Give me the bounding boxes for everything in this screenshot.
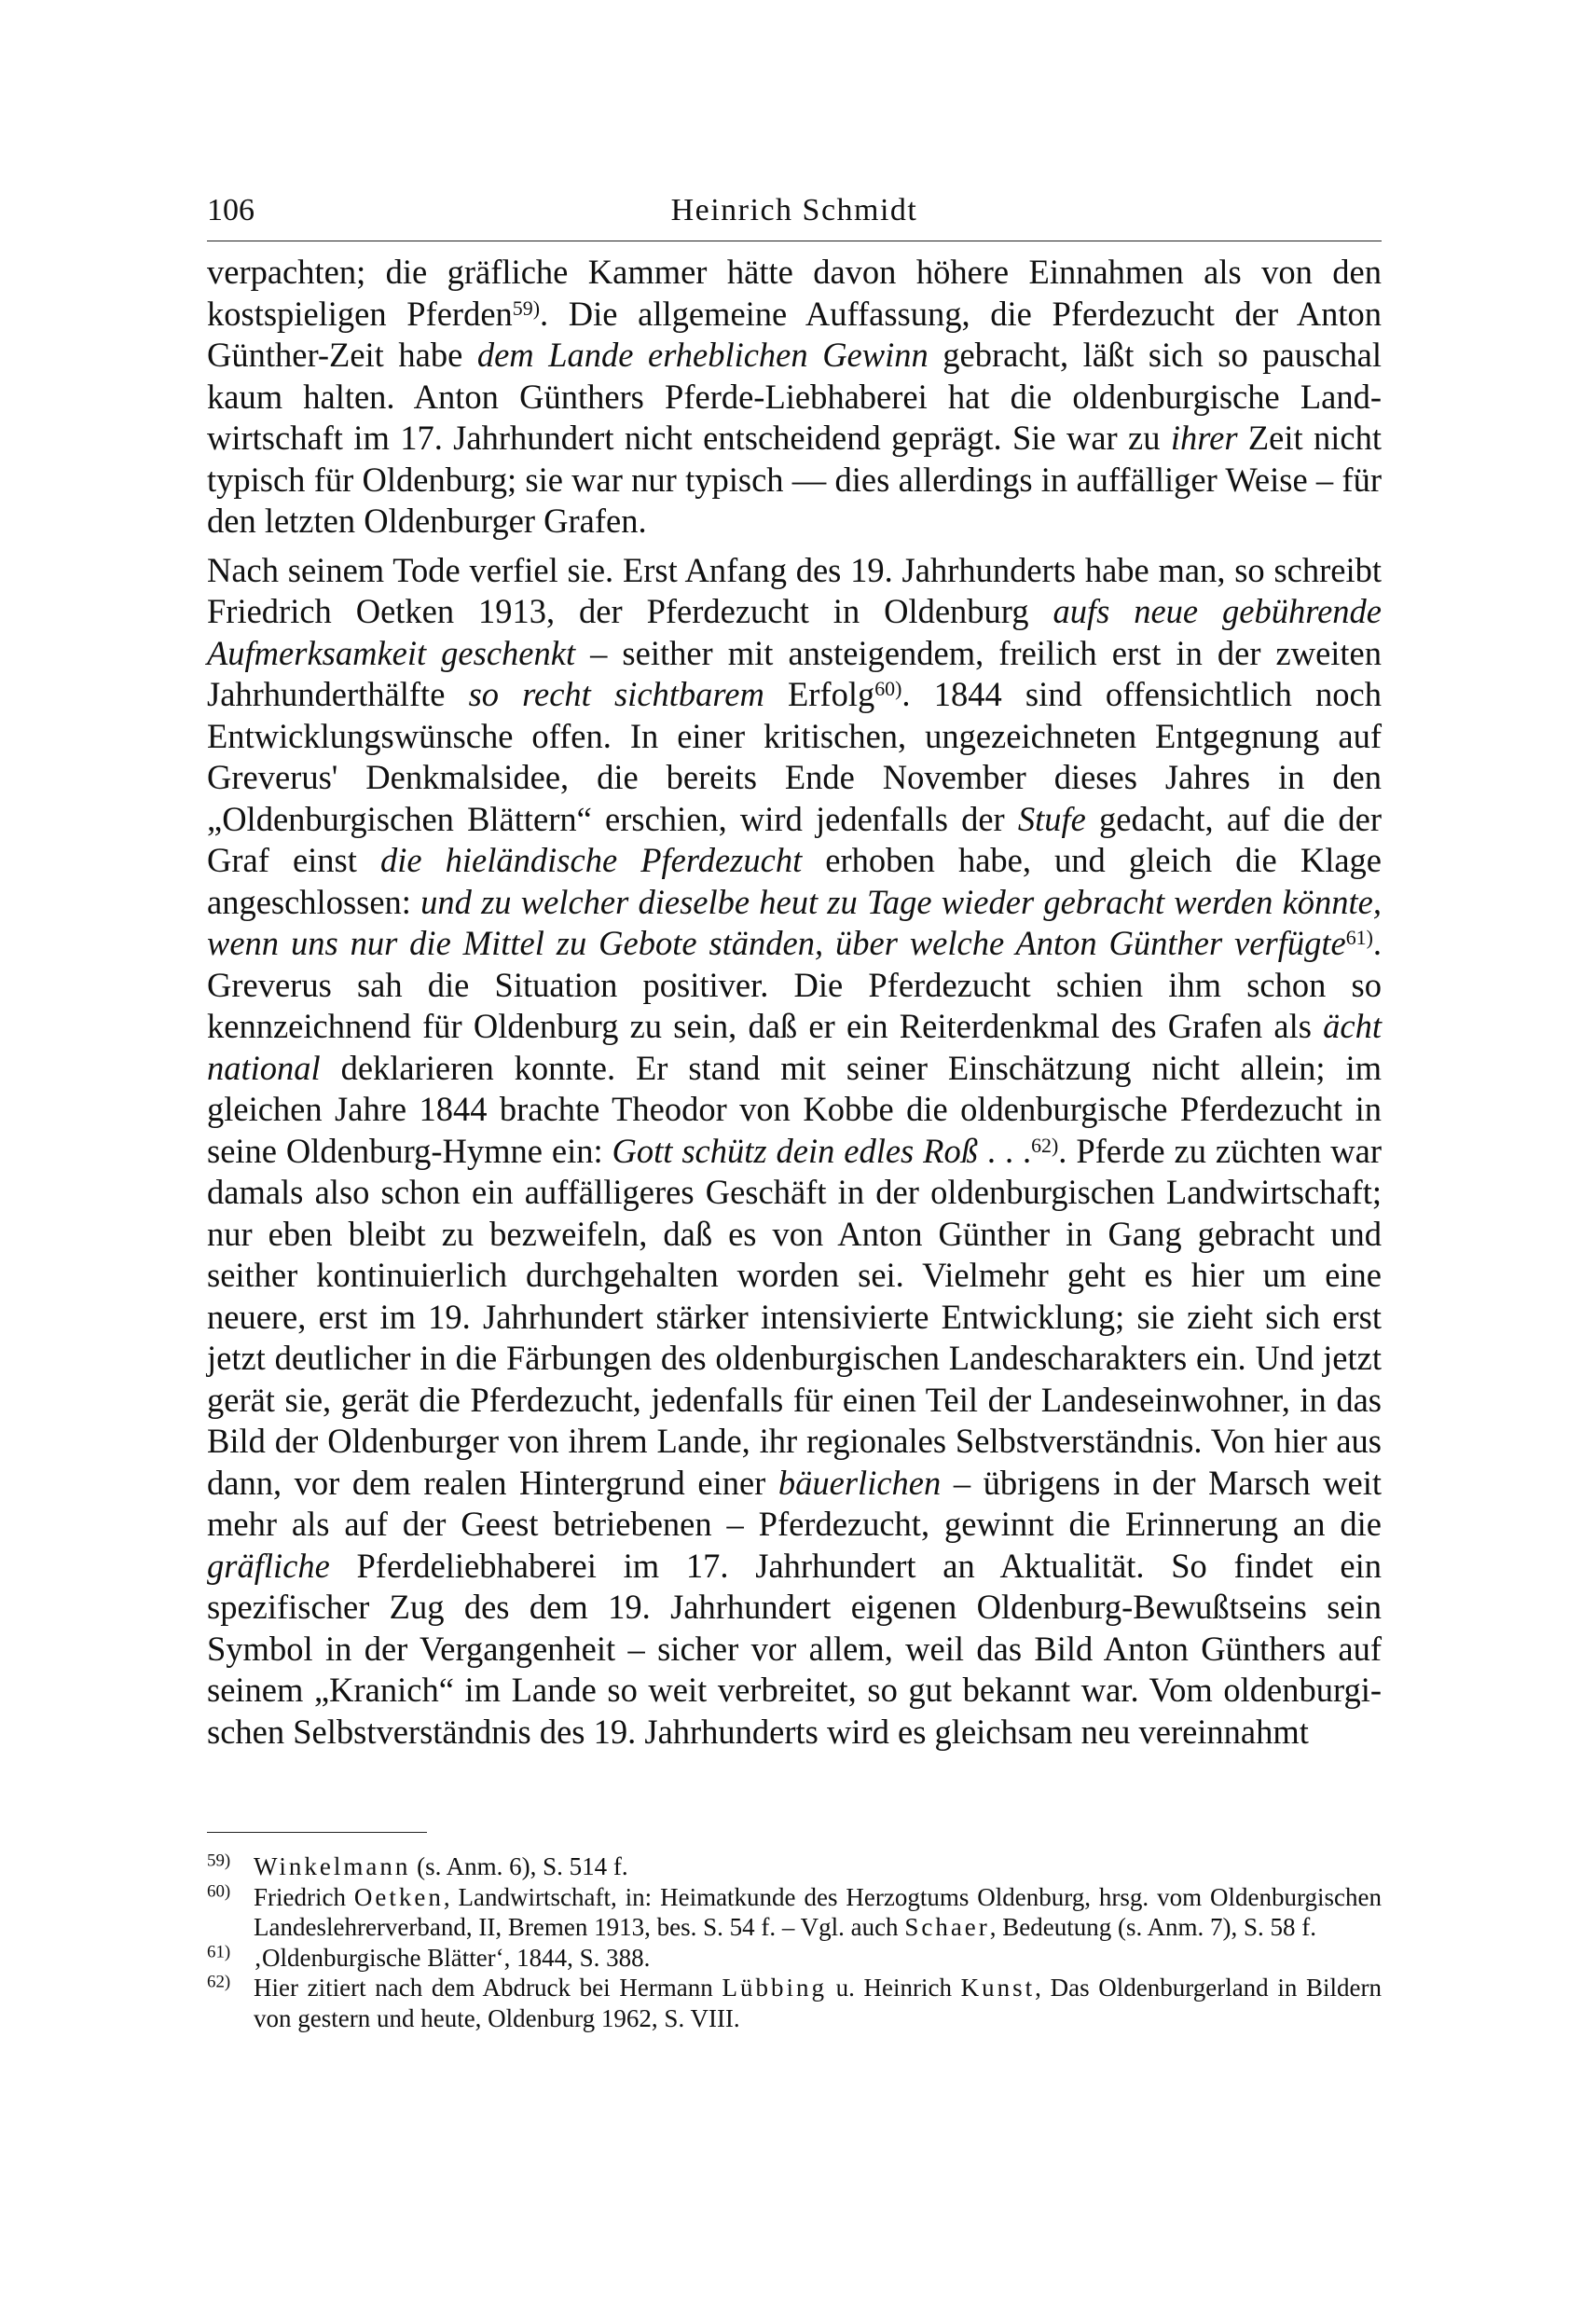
text-run: . . . xyxy=(977,1131,1032,1170)
footnote xyxy=(207,1851,1382,1882)
italic-quotation: dem Lande erheblichen Gewinn xyxy=(476,336,929,374)
footnote-number-label: 61) xyxy=(207,1942,231,1962)
text-run: Friedrich xyxy=(254,1882,354,1911)
text-run: erhoben habe, und gleich die Klage angeschlossen: xyxy=(207,841,1382,921)
footnote-reference: 60) xyxy=(874,677,902,701)
footnote-number xyxy=(207,1943,230,1974)
text-run: . 1844 sind offensichtlich noch Entwicklungswünsche offen. In einer kritischen, ungezeichneten Entgegnung auf Greverus' Denkmalsidee, die bereits Ende November dieses Jahres in den „Oldenburgischen Blättern“ erschien, wird jedenfalls der xyxy=(207,675,1382,838)
footnote-number xyxy=(207,1882,230,1913)
italic-quotation: und zu welcher dieselbe heut zu Tage wieder gebracht werden könnte, wenn uns nur die Mittel zu Gebote ständen, über welche Anton Günther verfügte xyxy=(207,882,1382,962)
footnote xyxy=(207,1882,1382,1943)
paragraph xyxy=(207,252,1382,543)
page-header xyxy=(207,192,1382,237)
text-run: u. Heinrich xyxy=(826,1974,961,2002)
text-run: verpachten; die gräfliche Kammer hätte davon höhere Einnahmen als von den kostspieligen Pferden xyxy=(207,253,1382,333)
author-name: Oetken xyxy=(353,1882,444,1911)
text-run: Pferdeliebhaberei im 17. Jahrhundert an Aktualität. So findet ein spezifischer Zug des dem 19. Jahrhundert eigenen Oldenburg-Bewußtseins sein Symbol in der Vergangenheit – sicher vor allem, weil das Bild Anton Günthers auf seinem „Kranich“ im Lande so weit verbreitet, so gut bekannt war. Vom oldenburgischen Selbstverständnis des 19. Jahrhunderts wird es gleichsam neu vereinnahmt xyxy=(207,1546,1382,1751)
text-run: ‚Oldenburgische Blätter‘, 1844, S. 388. xyxy=(254,1943,651,1972)
italic-quotation: bäuerlichen xyxy=(777,1463,942,1502)
footnote-number-label: 62) xyxy=(207,1972,231,1992)
text-run: gedacht, auf die der Graf einst xyxy=(207,799,1382,879)
paragraph xyxy=(207,550,1382,1754)
text-run: Nach seinem Tode verfiel sie. Erst Anfang des 19. Jahrhunderts habe man, so schreibt Friedrich Oetken 1913, der Pferdezucht in Oldenburg xyxy=(207,550,1382,630)
italic-quotation: aufs neue gebührende Aufmerksamkeit geschenkt xyxy=(207,592,1382,672)
text-run: Zeit nicht typisch für Oldenburg; sie war nur typisch — dies allerdings in auffälliger Weise – für den letzten Oldenburger Grafen. xyxy=(207,419,1383,540)
running-head: Heinrich Schmidt xyxy=(670,193,918,227)
footnote-reference: 62) xyxy=(1031,1133,1059,1157)
author-name: Kunst xyxy=(960,1974,1036,2002)
text-run: . Greverus sah die Situation positiver. Die Pferdezucht schien ihm schon so kennzeichnend für Oldenburg zu sein, daß er ein Reiterdenkmal des Grafen als xyxy=(207,924,1382,1045)
italic-quotation: ächt national xyxy=(207,1007,1382,1087)
text-run: (s. Anm. 6), S. 514 f. xyxy=(410,1852,628,1880)
author-name: Winkelmann xyxy=(254,1852,411,1880)
text-run: . Die allgemeine Auffassung, die Pferdezucht der Anton Günther-Zeit habe xyxy=(207,294,1382,374)
text-run: Hier zitiert nach dem Abdruck bei Hermann xyxy=(254,1974,722,2002)
italic-quotation: gräfliche xyxy=(207,1546,330,1585)
footnote-reference: 61) xyxy=(1345,926,1373,950)
footnote xyxy=(207,1943,1382,1974)
text-run: deklarieren konnte. Er stand mit seiner Einschätzung nicht allein; im gleichen Jahre 1844 brachte Theodor von Kobbe die oldenburgische Pferdezucht in seine Oldenburg-Hymne ein: xyxy=(207,1048,1382,1170)
footnote-number xyxy=(207,1851,230,1882)
text-run: , Das Oldenburgerland in Bildern von gestern und heute, Oldenburg 1962, S. VIII. xyxy=(254,1974,1382,2032)
text-run: – seither mit ansteigendem, freilich erst in der zweiten Jahrhunderthälfte xyxy=(207,633,1383,713)
italic-quotation: ihrer xyxy=(1170,419,1238,457)
italic-quotation: die hieländische Pferdezucht xyxy=(379,841,803,879)
text-run: , Bedeutung (s. Anm. 7), S. 58 f. xyxy=(989,1913,1317,1941)
italic-quotation: Gott schütz dein edles Roß xyxy=(612,1131,978,1170)
footnote-separator xyxy=(207,1832,427,1833)
footnote-number-label: 59) xyxy=(207,1851,231,1871)
page-number: 106 xyxy=(207,193,255,227)
footnotes xyxy=(207,1851,1382,2033)
author-name: Lübbing xyxy=(722,1974,827,2002)
body-text xyxy=(207,252,1382,1753)
footnote-number xyxy=(207,1973,230,2003)
footnote-reference: 59) xyxy=(512,296,540,320)
italic-quotation: so recht sichtbarem xyxy=(468,675,764,713)
author-name: Schaer xyxy=(904,1913,990,1941)
text-run: , Landwirtschaft, in: Heimatkunde des Herzogtums Oldenburg, hrsg. vom Oldenburgischen Landeslehrerverband, II, Bremen 1913, bes. S. 54 f. – Vgl. auch xyxy=(254,1882,1382,1941)
footnote xyxy=(207,1973,1382,2033)
text-run: . Pferde zu züchten war damals also schon ein auffälligeres Geschäft in der oldenburgischen Landwirtschaft; nur eben bleibt zu bezweifeln, daß es von Anton Günther in Gang gebracht und seither kontinuierlich durchgehalten worden sei. Vielmehr geht es hier um eine neuere, erst im 19. Jahrhundert stärker intensivierte Entwicklung; sie zieht sich erst jetzt deutlicher in die Färbungen des oldenburgischen Landescharakters ein. Und jetzt gerät sie, gerät die Pferdezucht, jedenfalls für einen Teil der Landeseinwohner, in das Bild der Oldenburger von ihrem Lande, ihr regionales Selbstverständnis. Von hier aus dann, vor dem realen Hintergrund einer xyxy=(207,1131,1383,1502)
text-run: gebracht, läßt sich so pauschal kaum halten. Anton Günthers Pferde-Liebhaberei hat die oldenburgische Landwirtschaft im 17. Jahrhundert nicht entscheidend geprägt. Sie war zu xyxy=(207,336,1382,457)
footnote-number-label: 60) xyxy=(207,1881,231,1902)
text-run: – übrigens in der Marsch weit mehr als auf der Geest betriebenen – Pferdezucht, gewinnt die Erinnerung an die xyxy=(207,1463,1382,1543)
italic-quotation: Stufe xyxy=(1017,799,1086,838)
text-run: Erfolg xyxy=(764,675,875,713)
